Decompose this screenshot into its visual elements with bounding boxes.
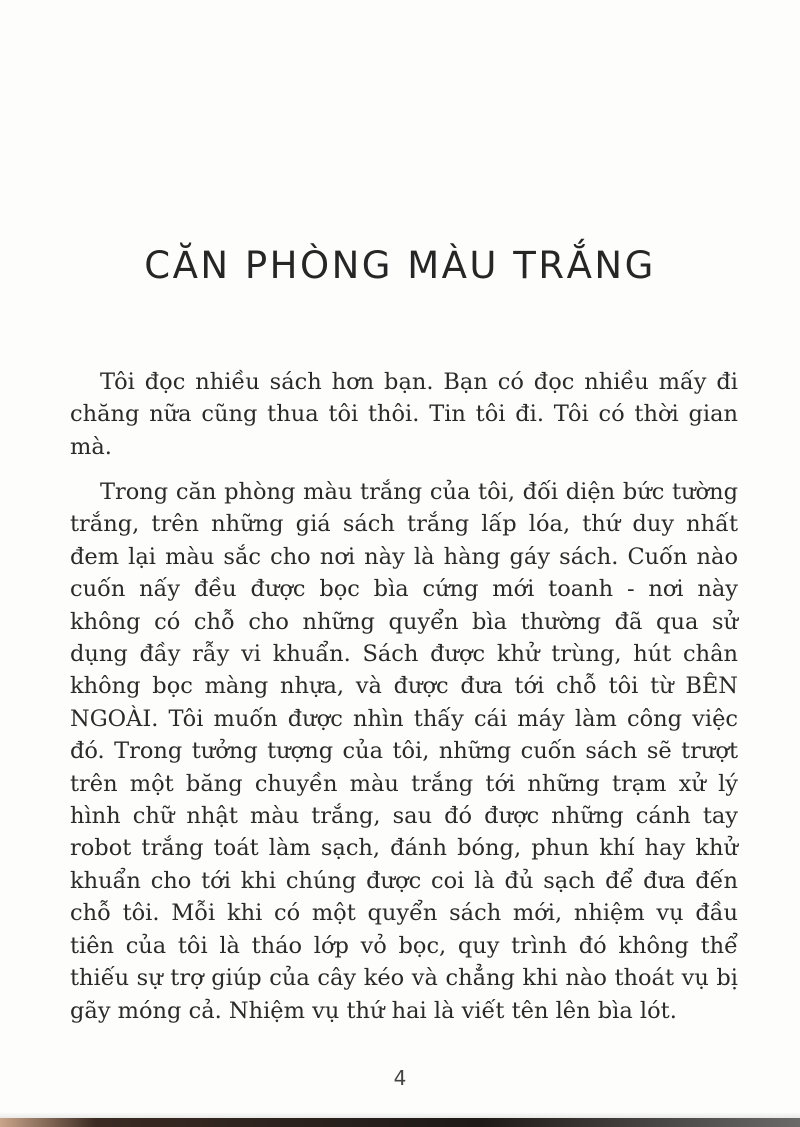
page-bottom-edge — [0, 1118, 800, 1127]
paragraph-1: Tôi đọc nhiều sách hơn bạn. Bạn có đọc nhiều mấy đi chăng nữa cũng thua tôi thôi. Tin tôi đi. Tôi có thời gian mà. — [70, 369, 738, 460]
paragraph-2: Trong căn phòng màu trắng của tôi, đối diện bức tường trắng, trên những giá sách trắng lấp lóa, thứ duy nhất đem lại màu sắc cho nơi này là hàng gáy sách. Cuốn nào cuốn nấy đều được bọc bìa cứng mới toanh - nơi này không có chỗ cho những quyển bìa thường đã qua sử dụng đầy rẫy vi khuẩn. Sách được khử trùng, hút chân không bọc màng nhựa, và được đưa tới chỗ tôi từ BÊN NGOÀI. Tôi muốn được nhìn thấy cái máy làm công việc đó. Trong tưởng tượng của tôi, những cuốn sách sẽ trượt trên một băng chuyền màu trắng tới những trạm xử lý hình chữ nhật màu trắng, sau đó được những cánh tay robot trắng toát làm sạch, đánh bóng, phun khí hay khử khuẩn cho tới khi chúng được coi là đủ sạch để đưa đến chỗ tôi. Mỗi khi có một quyển sách mới, nhiệm vụ đầu tiên của tôi là tháo lớp vỏ bọc, quy trình đó không thể thiếu sự trợ giúp của cây kéo và chẳng khi nào thoát vụ bị gãy móng cả. Nhiệm vụ thứ hai là viết tên lên bìa lót. — [70, 479, 738, 1024]
page-number: 4 — [393, 1066, 407, 1090]
chapter-title: CĂN PHÒNG MÀU TRẮNG — [144, 244, 656, 287]
